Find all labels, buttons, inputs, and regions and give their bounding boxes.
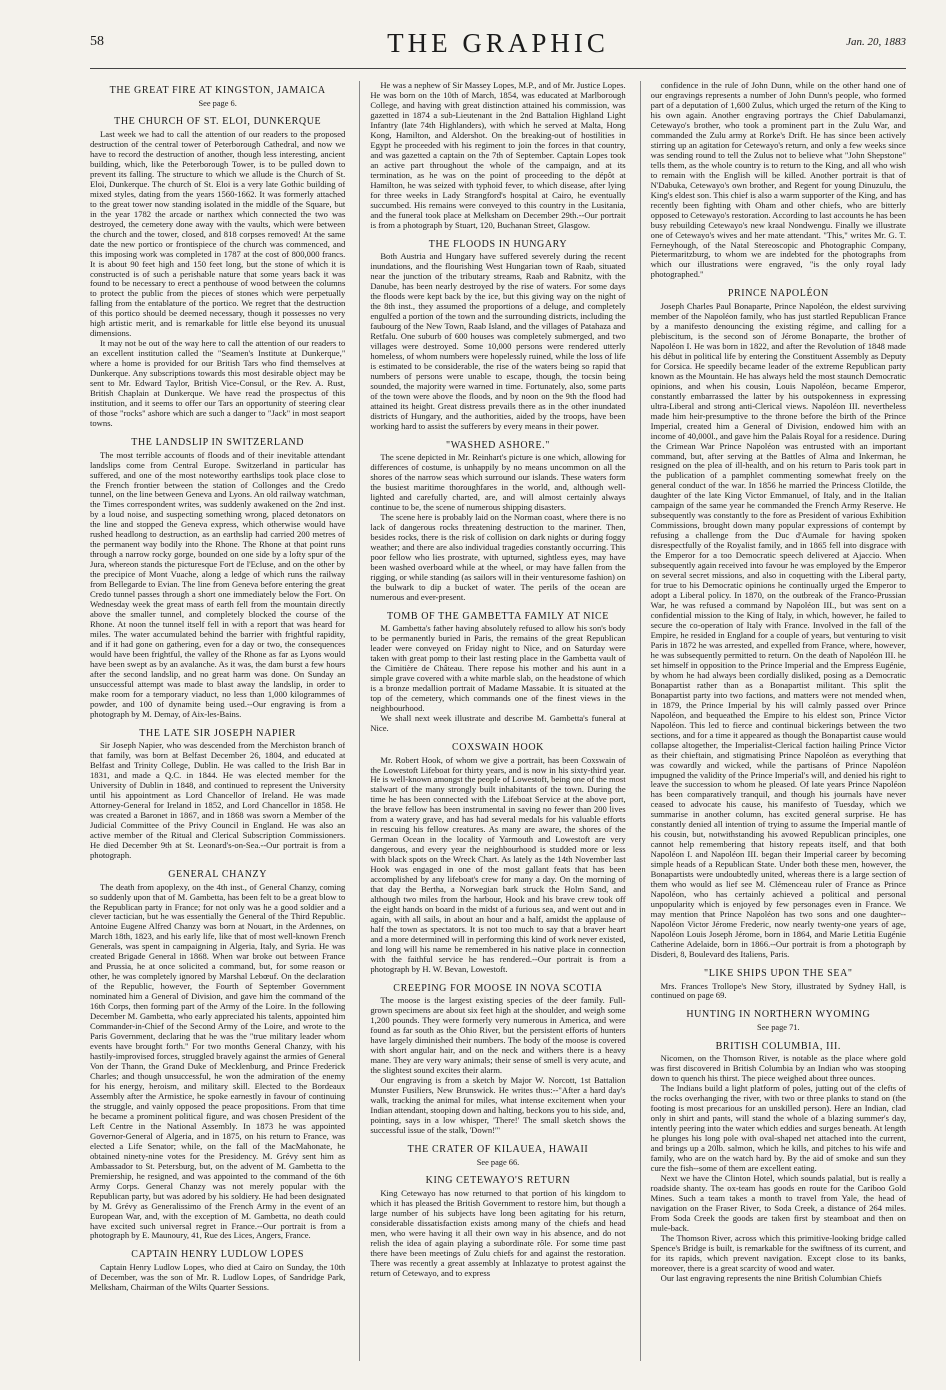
text-column: [640, 81, 906, 1361]
article-paragraph: The scene depicted in Mr. Reinhart's picture is one which, allowing for differences of costume, is unhappily by no means uncommon on all the shores of the narrow seas which surround our islands. These waters form the busiest maritime thoroughfares in the world, and, although well-lighted and carefully charted, are, and will almost certainly always continue to be, the scene of numerous shipping disasters.: [370, 452, 626, 512]
article-headline: THE LATE SIR JOSEPH NAPIER: [139, 727, 297, 739]
article-paragraph: M. Gambetta's father having absolutely refused to allow his son's body to be permanently buried in Paris, the remains of the great Republican leader were conveyed on Friday night to Nice, and on Saturday were taken with great pomp to their last resting place in the Gambetta vault of the Cimitière de Château. There repose his mother and his aunt in a simple grave covered with a white marble slab, on the headstone of which is a bronze medallion portrait of Madame Massabie. It is situated at the top of the cemetery, which commands one of the finest views in the neighbourhood.: [370, 623, 626, 714]
article-headline: GENERAL CHANZY: [168, 868, 268, 880]
article: [370, 1144, 625, 1167]
article: [370, 1175, 625, 1278]
article-body: [370, 453, 625, 603]
article: [370, 983, 625, 1136]
article-paragraph: We shall next week illustrate and describe M. Gambetta's funeral at Nice.: [370, 713, 626, 733]
article: [370, 742, 625, 975]
article-headline: CAPTAIN HENRY LUDLOW LOPES: [131, 1249, 305, 1261]
article-paragraph: The death from apoplexy, on the 4th inst., of General Chanzy, coming so suddenly upon that of M. Gambetta, has been felt to be a great blow to the Republican party in France; for not only was he a good soldier and a clever tactician, but he was essentially the General of the Third Republic. Antoine Eugene Alfred Chanzy was born at Nouart, in the Ardennes, on March 18th, 1823, and his early life, like that of most well-known French Generals, was spent in campaigning in Algeria, Italy, and Syria. He was created Brigade General in 1868. When war broke out between France and Prussia, he at once solicited a command, but, for some reason or other, he was completely ignored by Marshal Lebœuf. On the declaration of the Republic, however, the Fourth of September Government nominated him a General of Division, and gave him the command of the 16th Corps, then forming part of the Army of the Loire. In the following December M. Gambetta, who early appreciated his talents, appointed him Commander-in-Chief of the Second Army of the Loire, and wrote to the Paris Government, declaring that he was the "true military leader whom events have brought forth." For two months General Chanzy, with his hastily-improvised forces, struggled bravely against the armies of General Von der Thann, the Grand Duke of Mecklenburg, and Prince Frederick Charles; and though unsuccessful, he won the admiration of the enemy for his energy, heroism, and military skill. Elected to the Bordeaux Assembly after the Armistice, he spoke earnestly in favour of continuing the struggle, and vainly opposed the peace propositions. From that time he became a prominent political figure, and was chosen President of the Left Centre in the National Assembly. In 1873 he was appointed Governor-General of Algeria, and in 1875, on his return to France, was elected a Life Senator; while, on the fall of the MacMahonate, he obtained ninety-nine votes for the Presidency. M. Grévy sent him as Ambassador to St. Petersburg, but, on the advent of M. Gambetta to the Premiership, he resigned, and was appointed to the command of the 6th Army Corps. General Chanzy was not merely popular with the Republican party, but was adored by his soldiery. He had been designated by M. Grévy as Generalissimo of the French Army in the event of an European War, and, with the exception of M. Gambetta, no death could have excited such universal regret in France.--Our portrait is from a photograph by E. Maunoury, 41, Rue des Lices, Angers, France.: [90, 881, 346, 1241]
article: [90, 728, 345, 861]
article: [90, 116, 345, 429]
article-paragraph: Both Austria and Hungary have suffered severely during the recent inundations, and the flourishing West Hungarian town of Raab, situated near the junction of the tributary streams, Raab and Rabnitz, with the Danube, has been nearly destroyed by the rise of waters. For some days the floods were kept back by the ice, but this giving way on the night of the 8th inst., they assumed the proportions of a deluge, and completely engulfed a portion of the town and the surrounding districts, including the faubourg of the New Town, Raab Island, and the villages of Patahaza and Retfalu. One suburb of 600 houses was completely submerged, and two villages were destroyed. Some 10,000 persons were rendered utterly homeless, of whom numbers were hopelessly ruined, while the loss of life is estimated to be considerable, the rise of the waters being so rapid that numbers of persons were unable to escape, though, the tocsin being sounded, the majority were warned in time. Fortunately, also, some parts of the town were above the floods, and by noon on the 9th the flood had attained its height. Great distress prevails there as in the other inundated districts of Hungary, and the authorities, aided by the troops, have been working hard to assist the sufferers by every means in their power.: [370, 251, 626, 431]
article-headline: THE LANDSLIP IN SWITZERLAND: [131, 437, 305, 448]
article-paragraph: confidence in the rule of John Dunn, while on the other hand one of our engravings represents a number of John Dunn's people, who formed part of a deputation of 1,600 Zulus, which urged the return of the King to his own again. Another engraving portrays the Chief Dabulamanzi, Cetewayo's brother, who took a prominent part in the Zulu War, and commanded the Zulu army at Rorke's Drift. He has since been actively stirring up an agitation for Cetewayo's return, and only a few weeks since was sending round to tell the Zulus not to believe what "John Shepstone" tells them, as the whole country is to return to the King, and all who wish to remain with the English will be killed. Another portrait is that of N'Dabuka, Cetewayo's own brother, and Regent for young Dinuzulu, the King's eldest son. This chief is also a warm supporter of the King, and has recently been fighting with Oham and other chiefs, who are bitterly opposed to Cetewayo's restoration. According to last accounts he has been busy rebuilding Cetewayo's new kraal Nondwengu. Finally we illustrate one of Cetewayo's wives and her mate attendant. "This," writes Mr. G. T. Ferneyhough, of the Natal Stereoscopic and Photographic Company, Pietermaritzburg, to whom we are indebted for the photographs from which our illustrations were engraved, "is the only royal lady photographed.": [650, 81, 906, 280]
article: [90, 1249, 345, 1293]
text-column: [90, 81, 345, 1361]
article-paragraph: Our engraving is from a sketch by Major W. Norcott, 1st Battalion Munster Fusiliers, New Brunswick. He writes thus:--"After a hard day's walk, tracking the animal for miles, what intense excitement when your Indian attendant, stooping down and halting, beckons you to his side, and, pointing, says in a low whisper, 'There!' The small sketch shows the successful issue of the stalk, 'Down!'": [370, 1075, 626, 1136]
article-paragraph: Sir Joseph Napier, who was descended from the Merchiston branch of that family, was born at Belfast December 26, 1804, and educated at Belfast and Trinity College, Dublin. He was called to the Irish Bar in 1831, and made a Q.C. in 1844. He was elected member for the University of Dublin in 1848, and continued to represent the University until his appointment as Lord Chancellor of Ireland. He was made Attorney-General for Ireland in 1852, and Lord Chancellor in 1858. He was created a Baronet in 1867, and in 1868 was sworn a Member of the Judicial Committee of the Privy Council in England. He was also an active member of the Ritual and Clerical Subscription Commissioners. He died December 9th at St. Leonard's-on-Sea.--Our portrait is from a photograph.: [90, 740, 346, 860]
article-paragraph: Mr. Robert Hook, of whom we give a portrait, has been Coxswain of the Lowestoft Lifeboat for thirty years, and is now in his sixty-third year. He is well-known amongst the people of Lowestoft, being one of the most stalwart of the many strongly built inhabitants of the town. During the time he has been connected with the Lifeboat Service at the above port, the brave fellow has been instrumental in saving no fewer than 200 lives from a watery grave, and has had several medals for his valuable efforts in rescuing his fellow creatures. As many are aware, the shores of the German Ocean in the locality of Yarmouth and Lowestoft are very dangerous, and every year the neighbourhood is studded more or less with black spots on the Wreck Chart. As lately as the 14th November last Hook was engaged in one of the most gallant feats that has been accomplished by any lifeboat's crew for many a day. On the morning of that day the Bertha, a Norwegian bark struck the Holm Sand, and although two miles from the harbour, Hook and his brave crew took off the eight hands on board in the midst of a furious sea, and went out and in again, with all sails, in about an hour and a half, amidst the applause of half the town as spectators. It is not too much to say that a braver heart and a more determined will in performing this kind of work never existed, and long will his name be remembered in his native place in connection with the faithful service he has rendered.--Our portrait is from a photograph by H. W. Bevan, Lowestoft.: [370, 754, 626, 974]
article-paragraph: Last week we had to call the attention of our readers to the proposed destruction of the central tower of Peterborough Cathedral, and now we have to record the destruction of another, though less interesting, ancient building, which, like the Peterborough Tower, is to be pulled down to prevent its falling. The structure to which we allude is the Church of St. Eloi, Dunkerque. The church of St. Eloi is a very late Gothic building of mixed styles, dating from the years 1560-1662. It was formerly attached to the great tower now standing isolated in the middle of the Square, but in the year 1782 the arcade or narthex which connected the two was destroyed, the cemetery done away with the vaults, which were between the church and the tower, closed, and 818 corpses removed! At the same date the new portico or frontispiece of the church was commenced, and this imposing work was completed in 1787 at the cost of 800,000 francs. It is about 90 feet high and 150 feet long, but the stone of which it is constructed is of such a perishable nature that some years back it was found to be necessary to erect a penthouse of wood between the columns to protect the public from the pieces of stones which were perpetually falling from the entablature of the portico. We regret that the destruction of this portico should be deemed necessary, though it possesses no very high artistic merit, and is remarkable for little else beyond its unusual dimensions.: [90, 128, 346, 339]
article: [651, 968, 906, 1002]
article-paragraph: The scene here is probably laid on the Norman coast, where there is no lack of dangerous rocks threatening destruction to the mariner. Then, besides rocks, there is the risk of collision on dark nights or during foggy weather; and there are also individual tragedies constantly occurring. This poor fellow who lies prostrate, with upturned, sightless eyes, may have been washed overboard while at the wheel, or may have fallen from the rigging, or while standing (as sailors will in their venturesome fashion) on the bulwark to dip a bucket of water. The perils of the ocean are numerous and ever-present.: [370, 511, 626, 602]
article-paragraph: The Indians build a light platform of poles, jutting out of the clefts of the rocks overhanging the river, with two or three planks to stand on (the footing is most precarious for an unskilled person). Here an Indian, clad only in shirt and pants, will stand the whole of a blazing summer's day, intently peering into the water which eddies and surges beneath. At length he plunges his long pole with oval-shaped net attached into the current, and brings up a 20lb. salmon, which he kills, and pitches to his wife and family, who are on the watch hard by. By the aid of smoke and sun they cure the fish--some of them are excellent eating.: [650, 1083, 906, 1174]
article-headline: HUNTING IN NORTHERN WYOMING: [686, 1009, 871, 1021]
article-body: [370, 996, 625, 1136]
article: [90, 869, 345, 1241]
article-body: [90, 1263, 345, 1293]
article: [370, 239, 625, 432]
article-paragraph: Mrs. Frances Trollope's New Story, illustrated by Sydney Hall, is continued on page 69.: [650, 980, 906, 1001]
article-headline: "WASHED ASHORE.": [446, 439, 550, 451]
article-paragraph: It may not be out of the way here to call the attention of our readers to an excellent institution called the "Seamen's Institute at Dunkerque," where a home is provided for our British Tars who find themselves at Dunkerque. Any subscriptions towards this most desirable object may be sent to Mr. Edward Taylor, British Vice-Consul, or the Rev. A. Rust, British Chaplain at Dunkerque. We have read the prospectus of this institution, and it seems to offer our Tars an opportunity of steering clear of those "rocks" ashore which are such a danger to "Jack" in most seaport towns.: [90, 338, 346, 429]
article-headline: THE CHURCH OF ST. ELOI, DUNKERQUE: [114, 116, 322, 128]
article-paragraph: The Thomson River, across which this primitive-looking bridge called Spence's Bridge is built, is remarkable for the swiftness of its current, and for its rapids, which prevent navigation. Except close to its banks, moreover, there is a great scarcity of wood and water.: [650, 1232, 906, 1273]
article-headline: THE CRATER OF KILAUEA, HAWAII: [407, 1144, 589, 1155]
masthead: [90, 26, 906, 69]
article-headline: PRINCE NAPOLÉON: [727, 288, 829, 300]
article-paragraph: King Cetewayo has now returned to that portion of his kingdom to which it has pleased the British Government to restore him, but though a large number of his subjects have long been agitating for his return, considerable dissatisfaction exists among many of the chiefs and head men, who were having it all their own way in his absence, and do not relish the idea of again playing a subordinate rôle. For some time past there have been meetings of Zulu chiefs for and against the restoration. There was recently a great assembly at Inhlazatye to protest against the return of Cetewayo, and to express: [370, 1187, 626, 1278]
article-paragraph: Joseph Charles Paul Bonaparte, Prince Napoléon, the eldest surviving member of the Napoléon family, who has just startled Republican France by a manifesto denouncing the existing régime, and calling for a plebiscitum, is the second son of Jérome Bonaparte, the brother of Napoléon I. He was born in 1822, and after the Revolution of 1848 made his début in political life by entering the Constituent Assembly as Deputy for Corsica. He speedily became leader of the extreme Republican party known as the Mountain. He has always held the most staunch Democratic opinions, and when his cousin, Louis Napoléon, became Emperor, constantly embarrassed the latter by his outspokenness in expressing ultra-Liberal and strong anti-Clerical views. Napoléon III. nevertheless made him heir-presumptive to the throne before the birth of the Prince Imperial, created him a General of Division, endowed him with an income of 40,000l., and gave him the Palais Royal for a residence. During the Crimean War Prince Napoléon was entrusted with an important command, but, after serving at the Battles of Alma and Inkerman, he resigned on the plea of ill-health, and on his return to Paris took part in the publication of a pamphlet commenting somewhat freely on the general conduct of the war. In 1856 he married the Princess Clotilde, the daughter of the late King Victor Emmanuel, of Italy, and in the Italian campaign of the same year he commanded the French Army Reserve. He subsequently was constantly to the fore as President of various Exhibition Commissions, brought down many popular expressions of contempt by refusing a challenge from the Duc d'Aumale for having spoken disrespectfully of the Royalist family, and in 1865 fell into disgrace with the Emperor for a too Democratic speech delivered at Ajaccio. When subsequently again received into favour he was employed by the Emperor on several secret missions, and also in coquetting with the Liberal party, for true to his Democratic opinions he continually urged the Emperor to adopt a Liberal policy. In 1870, on the outbreak of the Franco-Prussian War, he was refused a command by Napoléon III., but was sent on a confidential mission to the King of Italy, in which, however, he failed to secure the co-operation of Italy with France. Involved in the fall of the Empire, he resided in England for a couple of years, but venturing to visit Paris in 1872 he was arrested, and expelled from France, where, however, he was subsequently permitted to return. On the death of Napoléon III. he set himself in opposition to the Prince Imperial and the Empress Eugénie, by whom he had always been cordially disliked, posing as a Democratic Bonapartist rather than as a Bonapartist militant. This split the Bonapartist party into two factions, and matters were not mended when, in 1879, the Prince Imperial by his will calmly passed over Prince Napoléon, and bequeathed the Empire to his eldest son, Prince Victor Napoléon. This led to fierce and continual bickerings between the two sections, and for a time it appeared as though the Bonapartist cause would collapse altogether, the Imperialist-Clerical faction hailing Prince Victor as their chieftain, and stigmatising Prince Napoléon as everything that was cowardly and wicked, while the partisans of Prince Napoléon impugned the validity of the Prince Imperial's will, and denied his right to leave the succession to whom he pleased. Of late years Prince Napoléon has been comparatively tranquil, and though his journals have never ceased to advocate his cause, his manifesto of Tuesday, which we summarise in another column, has excited general surprise. He has constantly denied all intention of trying to assume the Imperial mantle of his cousin, but, notwithstanding his avowed Republican principles, one cannot help remembering that history repeats itself, and that both Napoléon I. and Napoléon III. began their Imperial career by becoming simple heads of a Republican State. Under both these men, however, the Bonapartists were undoubtedly united, whereas there is a large section of them who would as lief see M. Clémenceau ruler of France as Prince Napoléon, who has certainly achieved a political and personal unpopularity which is enjoyed by few personages even in France. We may mention that Prince Napoléon has two sons and one daughter--Napoléon Victor Jérome Frederic, now nearly twenty-one years of age, Napoléon Louis Joseph Jérome, born in 1864, and Marie Letitia Eugénie Catherine Adelaide, born in 1866.--Our portrait is from a photograph by Disderi, 8, Boulevard des Italiens, Paris.: [650, 300, 906, 959]
article-paragraph: The moose is the largest existing species of the deer family. Full-grown specimens are about six feet high at the shoulder, and weigh some 1,200 pounds. They were formerly very numerous in America, and were found as far south as the Ohio River, but the persistent efforts of hunters have largely diminished their numbers. The body of the moose is covered with short angular hair, and on the neck and withers there is a heavy mane. They are very wary animals; their sense of smell is very acute, and the slightest sound excites their alarm.: [370, 995, 626, 1076]
article-body: [370, 252, 625, 431]
article-body: [90, 741, 345, 861]
article-page-reference: See page 66.: [476, 1157, 520, 1167]
article-headline: THE GREAT FIRE AT KINGSTON, JAMAICA: [109, 85, 326, 96]
article-page-reference: See page 71.: [757, 1023, 800, 1033]
article-headline: COXSWAIN HOOK: [452, 741, 544, 753]
article-headline: CREEPING FOR MOOSE IN NOVA SCOTIA: [393, 982, 603, 994]
article-headline: THE FLOODS IN HUNGARY: [428, 238, 568, 250]
article-headline: KING CETEWAYO'S RETURN: [425, 1175, 571, 1187]
article: [370, 611, 625, 734]
article-body: [90, 883, 345, 1242]
article-headline: "LIKE SHIPS UPON THE SEA": [704, 967, 853, 979]
article: [90, 437, 345, 720]
article: [651, 81, 906, 280]
page-number: 58: [90, 34, 104, 49]
article-paragraph: Our last engraving represents the nine British Columbian Chiefs: [660, 1272, 882, 1283]
article-body: [90, 451, 345, 720]
article-body: [651, 302, 906, 960]
article-body: [370, 624, 625, 734]
article-headline: BRITISH COLUMBIA, III.: [715, 1040, 842, 1052]
article-body: [651, 982, 906, 1002]
article-columns: [90, 81, 906, 1361]
article-paragraph: Next we have the Clinton Hotel, which sounds palatial, but is really a roadside shanty. The ox-team has goods en route for the Cariboo Gold Mines. Such a team takes a month to travel from Yale, the head of navigation on the Fraser River, to Soda Creek, a distance of 264 miles. From Soda Creek the goods are taken first by steamboat and then on mule-back.: [650, 1173, 906, 1233]
article: [651, 288, 906, 960]
article: [370, 440, 625, 603]
article: [651, 1041, 906, 1284]
article-paragraph: Nicomen, on the Thomson River, is notable as the place where gold was first discovered in British Columbia by an Indian who was stooping down to quench his thirst. The piece weighed about three ounces.: [650, 1053, 906, 1084]
article-body: [651, 1054, 906, 1283]
text-column: [359, 81, 625, 1361]
article-body: [370, 756, 625, 975]
article-body: [651, 81, 906, 280]
article-paragraph: He was a nephew of Sir Massey Lopes, M.P., and of Mr. Justice Lopes. He was born on the 10th of March, 1854, was educated at Marlborough College, and having with great distinction attained his commission, was gazetted in 1874 a sub-Lieutenant in the 2nd Battalion Highland Light Infantry (late 74th Highlanders), with which he served at Malta, Hong Kong, Hamilton, and Aldershot. On the breaking-out of hostilities in Egypt he proceeded with his regiment to join the forces in that country, and was gazetted a captain on the 7th of September. Captain Lopes took an active part throughout the whole of the campaign, and at its termination, as he was on the point of proceeding to the dépôt at Hamilton, he was seized with typhoid fever, to which disease, after lying for three weeks in Lady Strangford's hospital at Cairo, he eventually succumbed. His remains were conveyed to this country in the Lusitania, and the funeral took place at Melksham on December 29th.--Our portrait is from a photograph by Stuart, 120, Buchanan Street, Glasgow.: [370, 81, 626, 230]
article-body: [370, 81, 625, 231]
article: [651, 1009, 906, 1032]
article-body: [370, 1189, 625, 1279]
article-body: [90, 130, 345, 429]
article-headline: TOMB OF THE GAMBETTA FAMILY AT NICE: [386, 610, 609, 622]
article-paragraph: The most terrible accounts of floods and of their inevitable attendant landslips come from Central Europe. Switzerland in particular has suffered, and one of the most noteworthy earthslips took place close to the French frontier between the station of Collonges and the Credo tunnel, on the line between Geneva and Lyons. An old railway watchman, the Times correspondent writes, was suddenly awakened on the 2nd inst. by a loud noise, and suspecting something wrong, placed detonators on the line and stopped the Geneva express, which otherwise would have rushed headlong to destruction, as an earthslip had carried 200 metres of the permanent way bodily into the Rhone. The Rhone at that point runs through a narrow rocky gorge, bounded on one side by a lofty spur of the Jura, whereon stands the picturesque Fort de l'Ecluse, and on the other by the precipice of Mont Vuache, along a ledge of which runs the railway from Bellegarde to Evian. The line from Geneva before entering the great Credo tunnel passes through a short one immediately below the Fort. On Wednesday week the great mass of earth fell from the mountain directly above the smaller tunnel, and completely blocked the course of the Rhone. At noon the tunnel itself fell in with a report that was heard for miles. The water accumulated behind the barrier with frightful rapidity, and if it had gone on gathering, even for a day or two, the consequences would have been frightful, the valley of the Rhone as far as Lyons would have been swept as by an avalanche. As it was, the dam burst a few hours after the second landslip, and no great harm was done. On Sunday an unsuccessful attempt was made to blast away the landslip, in order to make room for a temporary viaduct, no less than 1,000 kilogrammes of powder, and 100 of dynamite being used.--Our engraving is from a photograph by M. Demay, of Aix-les-Bains.: [90, 449, 346, 719]
issue-date: Jan. 20, 1883: [846, 36, 906, 48]
article: [90, 85, 345, 108]
article: [370, 81, 625, 231]
article-page-reference: See page 6.: [198, 98, 237, 108]
article-paragraph: Captain Henry Ludlow Lopes, who died at Cairo on Sunday, the 10th of December, was the son of Mr. R. Ludlow Lopes, of Sandridge Park, Melksham, Chairman of the Wilts Quarter Sessions.: [90, 1262, 346, 1292]
publication-title: THE GRAPHIC: [387, 28, 609, 58]
